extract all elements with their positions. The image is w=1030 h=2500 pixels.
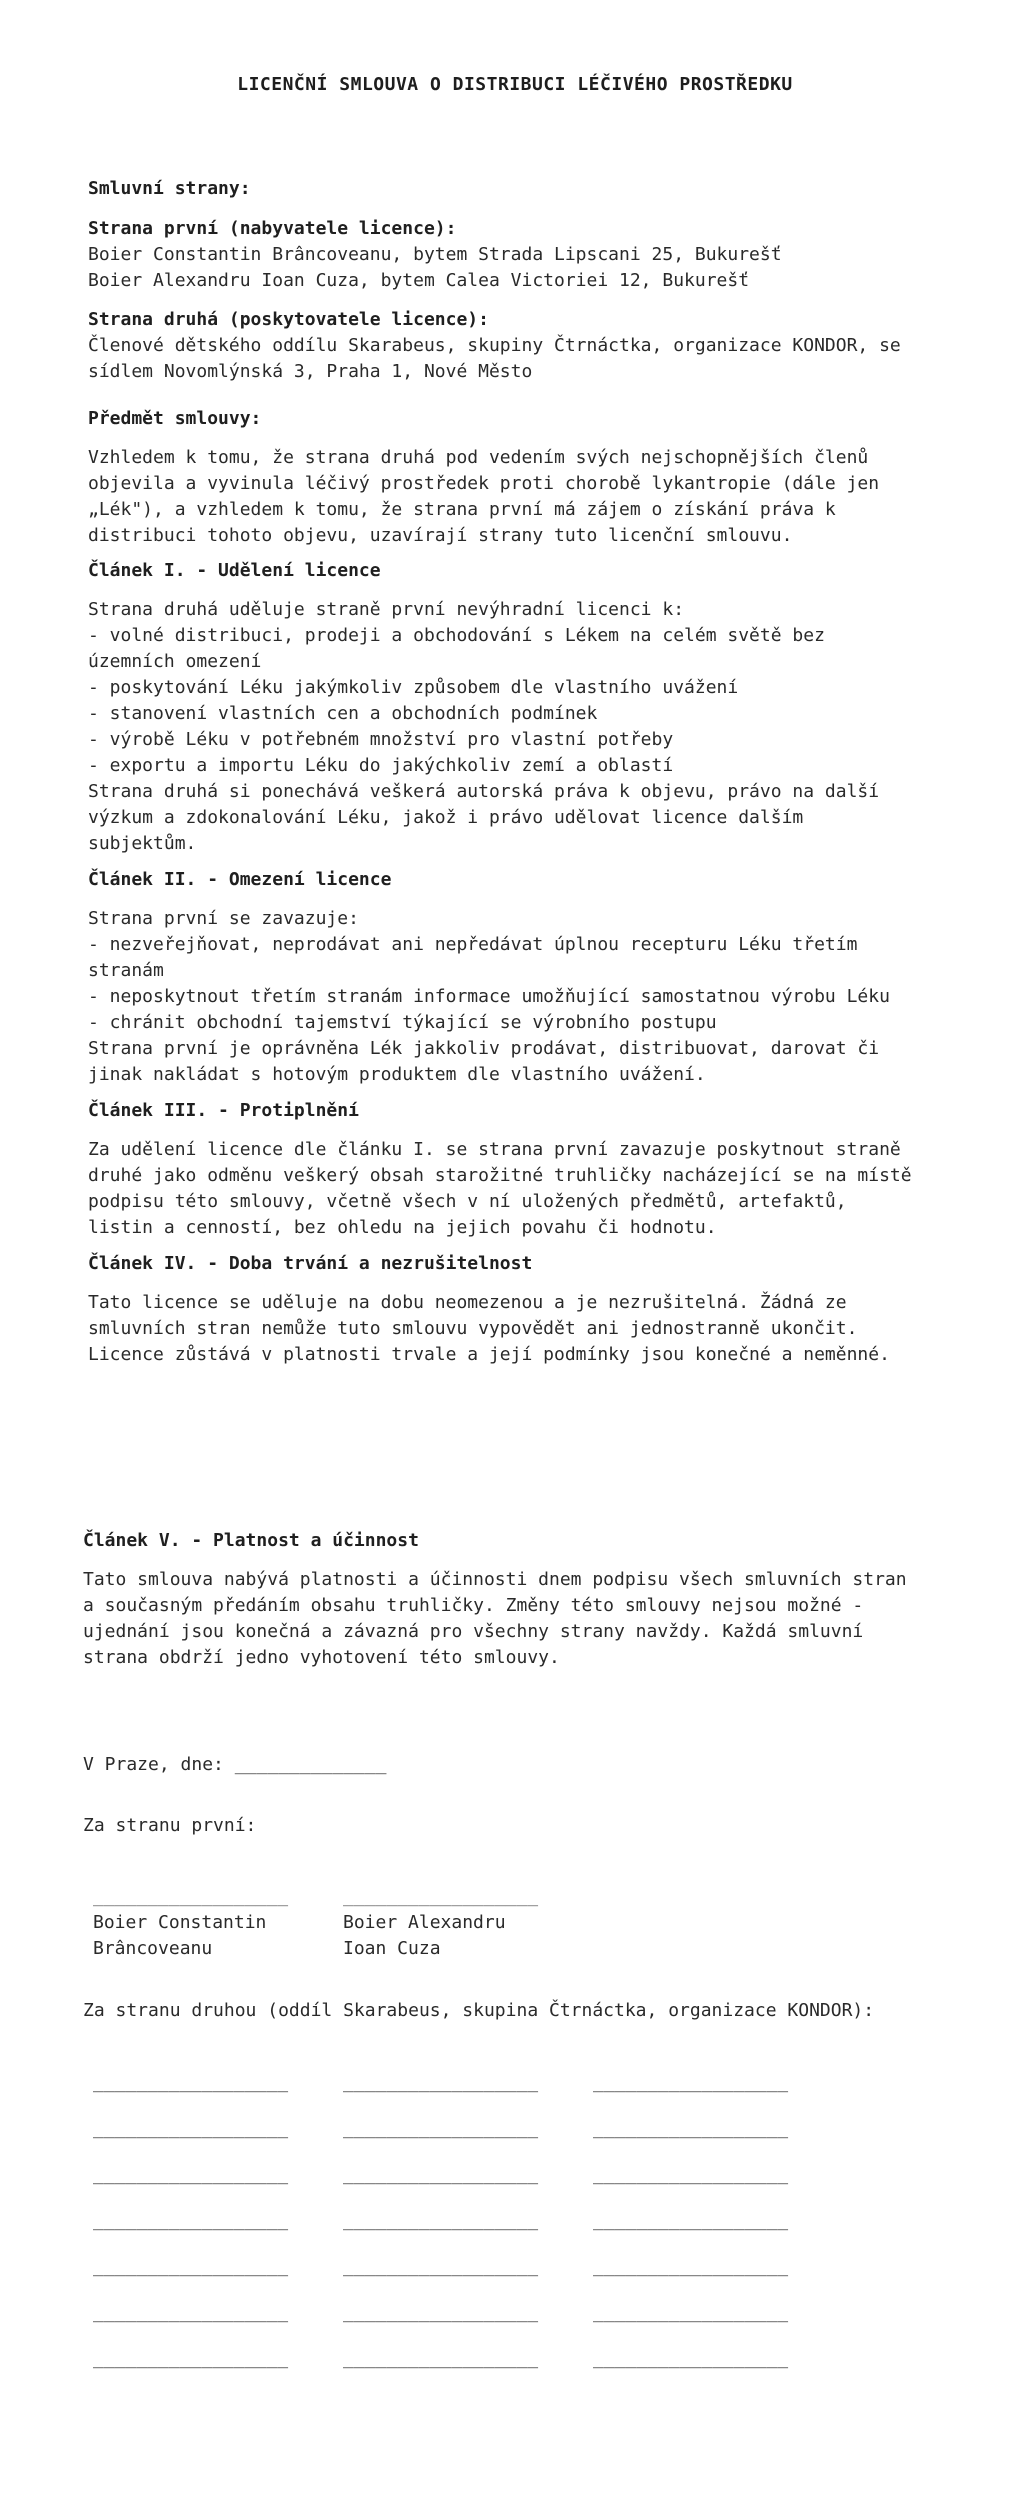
signature-line: __________________ xyxy=(593,2348,789,2369)
signature-block xyxy=(343,1884,538,1962)
signature-line: __________________ xyxy=(93,2256,289,2277)
signature-line: __________________ xyxy=(343,2256,539,2277)
signature-line: __________________ xyxy=(343,2164,539,2185)
signature-line: __________________ xyxy=(343,2210,539,2231)
parties-section xyxy=(88,176,988,202)
article-2-line: - nezveřejňovat, neprodávat ani nepředávat úplnou recepturu Léku třetím xyxy=(88,934,858,955)
party-one-heading: Strana první (nabyvatele licence): xyxy=(88,218,457,239)
article-2-line: - neposkytnout třetím stranám informace umožňující samostatnou výrobu Léku xyxy=(88,986,890,1007)
article-2-line: Strana první se zavazuje: xyxy=(88,908,359,929)
signatory-name: Ioan Cuza xyxy=(343,1938,441,1959)
article-3-line: podpisu této smlouvy, včetně všech v ní uložených předmětů, artefaktů, xyxy=(88,1191,847,1212)
article-1-line: - exportu a importu Léku do jakýchkoliv zemí a oblastí xyxy=(88,755,674,776)
subject-line: Vzhledem k tomu, že strana druhá pod vedením svých nejschopnějších členů xyxy=(88,447,869,468)
subject-line: distribuci tohoto objevu, uzavírají strany tuto licenční smlouvu. xyxy=(88,525,793,546)
article-3-line: druhé jako odměnu veškerý obsah starožitné truhličky nacházející se na místě xyxy=(88,1165,912,1186)
article-2 xyxy=(88,867,988,1088)
article-1-line: subjektům. xyxy=(88,833,197,854)
article-3-line: listin a cenností, bez ohledu na jejich povahu či hodnotu. xyxy=(88,1217,717,1238)
article-1-line: územních omezení xyxy=(88,651,262,672)
side-one-label-block xyxy=(83,1813,988,1839)
article-3 xyxy=(88,1098,988,1241)
article-5-line: Tato smlouva nabývá platnosti a účinnosti dnem podpisu všech smluvních stran xyxy=(83,1569,907,1590)
signature-line: __________________ xyxy=(593,2118,789,2139)
signature-line: __________________ xyxy=(343,2118,539,2139)
article-2-heading: Článek II. - Omezení licence xyxy=(88,869,392,890)
party-two-heading: Strana druhá (poskytovatele licence): xyxy=(88,309,489,330)
article-2-line: Strana první je oprávněna Lék jakkoliv prodávat, distribuovat, darovat či xyxy=(88,1038,880,1059)
signatory-name: Boier Constantin xyxy=(93,1912,267,1933)
signatory-name: Boier Alexandru xyxy=(343,1912,506,1933)
signature-line: __________________ xyxy=(93,1886,289,1907)
signatory-name: Brâncoveanu xyxy=(93,1938,213,1959)
signature-line: __________________ xyxy=(593,2072,789,2093)
signature-line: __________________ xyxy=(593,2164,789,2185)
signature-line: __________________ xyxy=(593,2210,789,2231)
place-date-line: V Praze, dne: ______________ xyxy=(83,1754,387,1775)
article-1-line: Strana druhá si ponechává veškerá autorská práva k objevu, právo na další xyxy=(88,781,880,802)
signature-line: __________________ xyxy=(593,2256,789,2277)
article-5-line: strana obdrží jedno vyhotovení této smlouvy. xyxy=(83,1647,560,1668)
parties-heading: Smluvní strany: xyxy=(88,178,251,199)
article-1-line: - volné distribuci, prodeji a obchodování s Lékem na celém světě bez xyxy=(88,625,825,646)
article-1-heading: Článek I. - Udělení licence xyxy=(88,560,381,581)
party-two-line: sídlem Novomlýnská 3, Praha 1, Nové Město xyxy=(88,361,533,382)
party-two xyxy=(88,307,988,385)
article-2-line: stranám xyxy=(88,960,164,981)
signature-line: __________________ xyxy=(593,2302,789,2323)
party-one-line: Boier Constantin Brâncoveanu, bytem Strada Lipscani 25, Bukurešť xyxy=(88,244,782,265)
article-4-line: smluvních stran nemůže tuto smlouvu vypovědět ani jednostranně ukončit. xyxy=(88,1318,858,1339)
place-and-date xyxy=(83,1752,988,1778)
party-two-line: Členové dětského oddílu Skarabeus, skupiny Čtrnáctka, organizace KONDOR, se xyxy=(88,335,901,356)
article-4-heading: Článek IV. - Doba trvání a nezrušitelnost xyxy=(88,1253,533,1274)
article-1-line: Strana druhá uděluje straně první nevýhradní licenci k: xyxy=(88,599,685,620)
signature-line: __________________ xyxy=(343,2302,539,2323)
article-1 xyxy=(88,558,988,857)
article-4 xyxy=(88,1251,988,1368)
article-1-line: výzkum a zdokonalování Léku, jakož i právo udělovat licence dalším xyxy=(88,807,804,828)
subject-line: „Lék"), a vzhledem k tomu, že strana první má zájem o získání práva k xyxy=(88,499,836,520)
article-4-line: Tato licence se uděluje na dobu neomezenou a je nezrušitelná. Žádná ze xyxy=(88,1292,847,1313)
signature-line: __________________ xyxy=(93,2302,289,2323)
article-4-line: Licence zůstává v platnosti trvale a její podmínky jsou konečné a neměnné. xyxy=(88,1344,890,1365)
article-3-heading: Článek III. - Protiplnění xyxy=(88,1100,359,1121)
article-2-line: - chránit obchodní tajemství týkající se výrobního postupu xyxy=(88,1012,717,1033)
signature-line: __________________ xyxy=(93,2348,289,2369)
party-one-line: Boier Alexandru Ioan Cuza, bytem Calea Victoriei 12, Bukurešť xyxy=(88,270,750,291)
signature-line: __________________ xyxy=(343,2348,539,2369)
side-one-label: Za stranu první: xyxy=(83,1815,257,1836)
article-1-line: - poskytování Léku jakýmkoliv způsobem dle vlastního uvážení xyxy=(88,677,739,698)
signature-block xyxy=(93,1884,288,1962)
subject-heading: Předmět smlouvy: xyxy=(88,408,262,429)
article-2-line: jinak nakládat s hotovým produktem dle vlastního uvážení. xyxy=(88,1064,706,1085)
article-5-line: ujednání jsou konečná a závazná pro všechny strany navždy. Každá smluvní xyxy=(83,1621,864,1642)
article-1-line: - výrobě Léku v potřebném množství pro vlastní potřeby xyxy=(88,729,674,750)
signature-line: __________________ xyxy=(343,2072,539,2093)
article-5-heading: Článek V. - Platnost a účinnost xyxy=(83,1530,419,1551)
signature-line: __________________ xyxy=(93,2210,289,2231)
subject-section xyxy=(88,406,988,549)
article-5-line: a současným předáním obsahu truhličky. Změny této smlouvy nejsou možné - xyxy=(83,1595,864,1616)
article-1-line: - stanovení vlastních cen a obchodních podmínek xyxy=(88,703,598,724)
signature-line: __________________ xyxy=(343,1886,539,1907)
article-5 xyxy=(83,1528,988,1671)
signature-line: __________________ xyxy=(93,2072,289,2093)
subject-line: objevila a vyvinula léčivý prostředek proti chorobě lykantropie (dále jen xyxy=(88,473,880,494)
side-two-label: Za stranu druhou (oddíl Skarabeus, skupina Čtrnáctka, organizace KONDOR): xyxy=(83,2000,875,2021)
signature-line: __________________ xyxy=(93,2164,289,2185)
side-two-label-block xyxy=(83,1998,988,2024)
article-3-line: Za udělení licence dle článku I. se strana první zavazuje poskytnout straně xyxy=(88,1139,901,1160)
party-one xyxy=(88,216,988,294)
document-title: LICENČNÍ SMLOUVA O DISTRIBUCI LÉČIVÉHO PROSTŘEDKU xyxy=(237,74,793,95)
signature-line: __________________ xyxy=(93,2118,289,2139)
